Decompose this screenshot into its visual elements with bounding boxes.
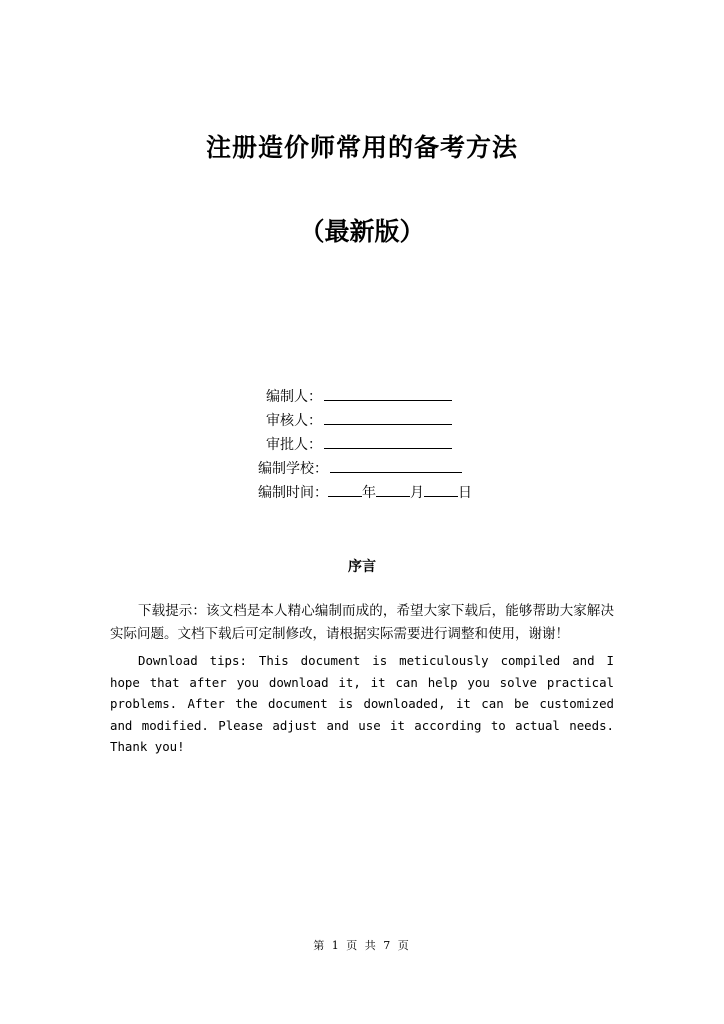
school-label: 编制学校：	[258, 461, 328, 477]
approver-label: 审批人：	[266, 437, 322, 453]
date-row	[258, 481, 518, 505]
preface-english-paragraph: Download tips: This document is meticulously compiled and I hope that after you download it, it can help you solve practical problems. After the document is downloaded, it can be customized and modified. Please adjust and use it according to actual needs. Thank you!	[110, 653, 614, 754]
school-row	[258, 457, 518, 481]
page-number-footer: 第 1 页 共 7 页	[313, 939, 411, 952]
year-unit: 年	[362, 485, 376, 501]
day-unit: 日	[458, 485, 472, 501]
reviewer-label: 审核人：	[266, 413, 322, 429]
school-blank	[330, 457, 462, 473]
document-subtitle: （最新版）	[299, 217, 425, 246]
author-blank	[324, 385, 452, 401]
year-blank	[328, 481, 362, 497]
approver-blank	[324, 433, 452, 449]
author-label: 编制人：	[266, 389, 322, 405]
preface-heading: 序言	[348, 559, 376, 575]
approver-row	[258, 433, 518, 457]
document-title: 注册造价师常用的备考方法	[205, 133, 518, 162]
month-blank	[376, 481, 410, 497]
reviewer-row	[258, 409, 518, 433]
month-unit: 月	[410, 485, 424, 501]
signature-fields	[258, 385, 518, 505]
author-row	[258, 385, 518, 409]
preface-chinese-paragraph: 下载提示：该文档是本人精心编制而成的，希望大家下载后，能够帮助大家解决实际问题。文档下载后可定制修改，请根据实际需要进行调整和使用，谢谢！	[110, 603, 614, 642]
reviewer-blank	[324, 409, 452, 425]
day-blank	[424, 481, 458, 497]
date-label: 编制时间：	[258, 485, 328, 501]
